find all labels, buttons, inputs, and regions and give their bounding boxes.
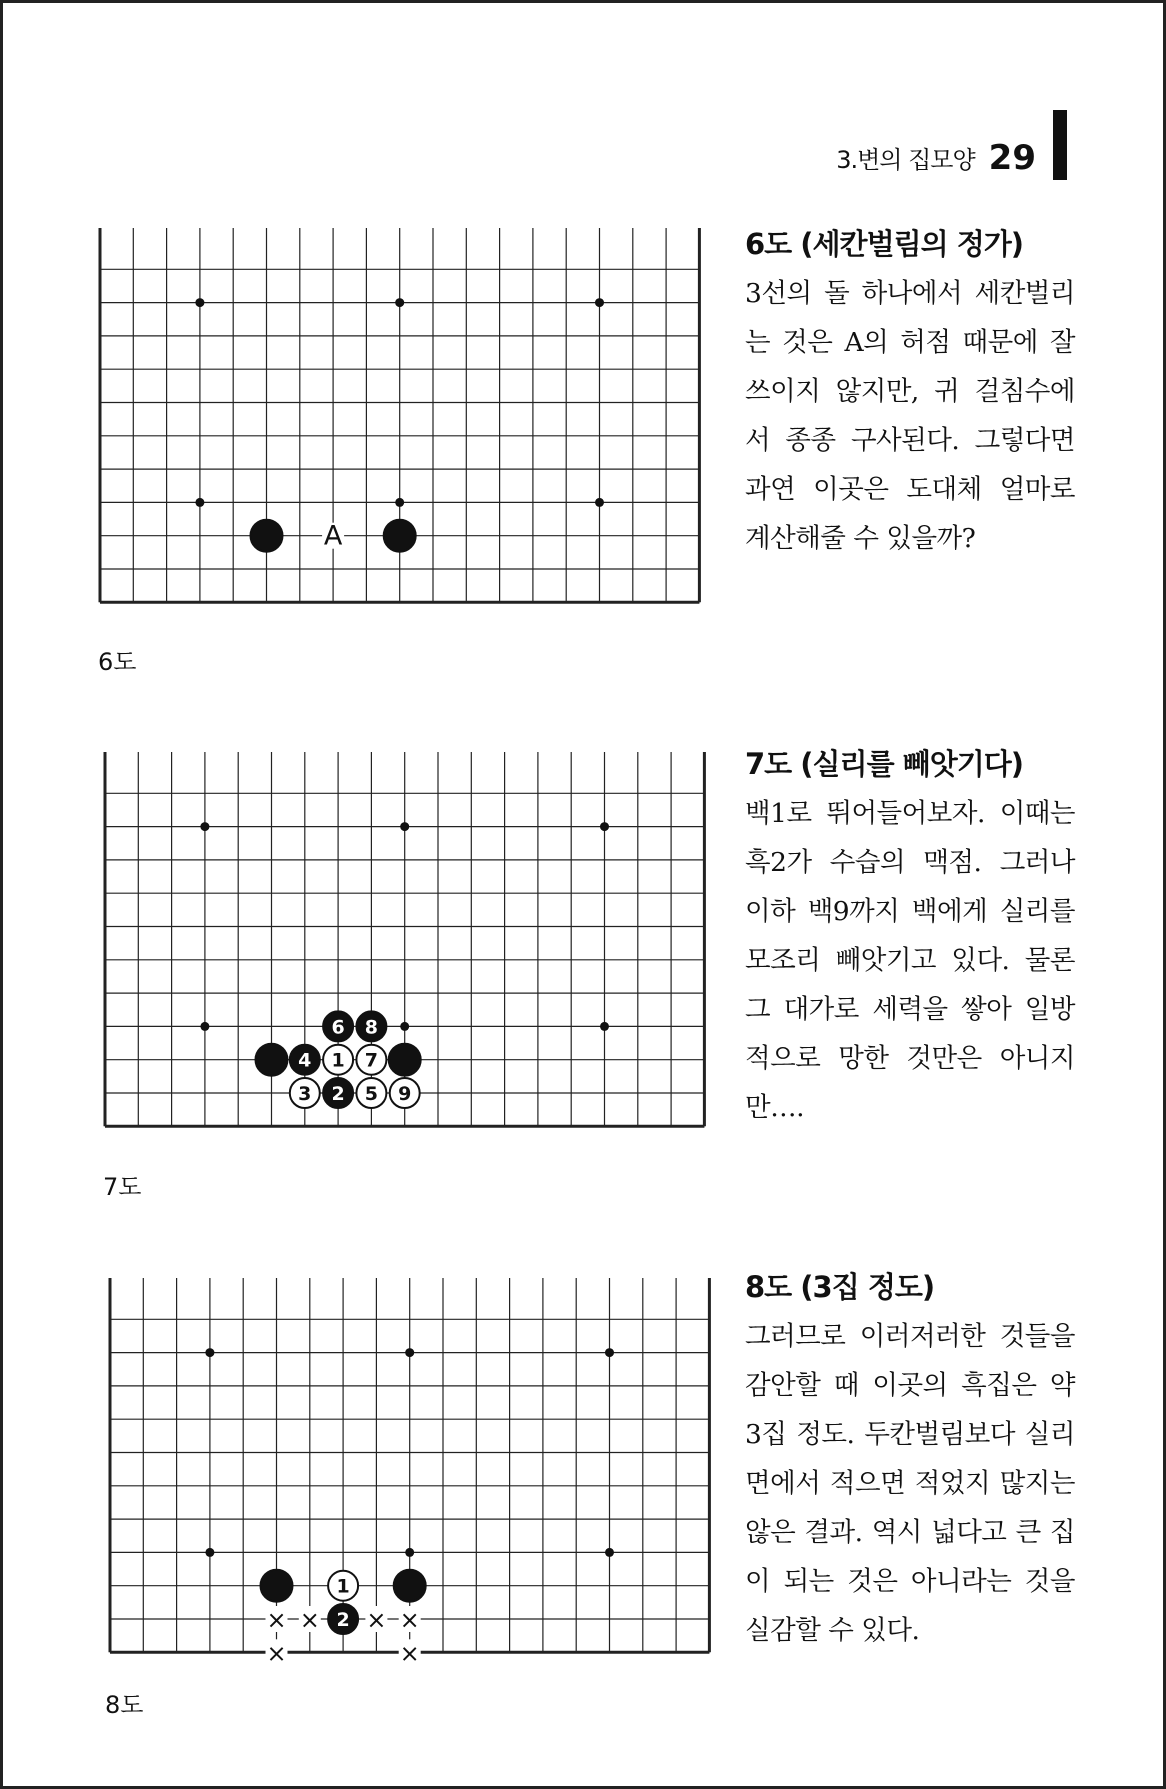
stone-move-number: 1: [331, 1049, 345, 1072]
go-board-diagram: [100, 752, 710, 1134]
star-point: [600, 1022, 609, 1031]
black-stone: [261, 1570, 293, 1602]
go-board-figure-6: [95, 228, 705, 610]
black-stone: [384, 520, 416, 552]
stone-move-number: 2: [336, 1609, 350, 1631]
star-point: [405, 1348, 414, 1357]
star-point: [395, 498, 404, 507]
go-board-figure-8: [105, 1278, 715, 1663]
stone-move-number: 7: [364, 1049, 379, 1072]
star-point: [605, 1548, 614, 1557]
stone-move-number: 3: [298, 1083, 312, 1105]
go-board-diagram: [105, 1278, 715, 1663]
territory-mark: ×: [299, 1606, 320, 1634]
star-point: [595, 498, 604, 507]
star-point: [405, 1548, 414, 1557]
black-stone: [251, 520, 283, 552]
star-point: [600, 822, 609, 831]
star-point: [205, 1548, 214, 1557]
figure-7-heading: 7도 (실리를 빼앗기다): [745, 747, 1023, 781]
star-point: [205, 1348, 214, 1357]
star-point: [195, 298, 204, 307]
figure-7-caption: 7도: [103, 1173, 142, 1201]
star-point: [400, 822, 409, 831]
stone-move-number: 5: [364, 1083, 379, 1105]
star-point: [400, 1022, 409, 1031]
figure-6-body: 3선의 돌 하나에서 세칸벌리는 것은 A의 허점 때문에 잘 쓰이지 않지만, 귀 걸침수에서 종종 구사된다. 그렇다면 과연 이곳은 도대체 얼마로 계산해줄 수 있을까?: [745, 278, 1075, 554]
figure-8-caption: 8도: [105, 1691, 144, 1719]
figure-8-heading: 8도 (3집 정도): [745, 1270, 935, 1304]
page-number: 29: [988, 138, 1036, 178]
star-point: [605, 1348, 614, 1357]
figure-6-text: [745, 222, 1075, 563]
point-a-label: A: [323, 520, 343, 552]
star-point: [395, 298, 404, 307]
black-stone: [389, 1044, 421, 1076]
page-edge-bar: [1053, 110, 1067, 180]
territory-mark: ×: [266, 1639, 287, 1663]
running-title: 3.변의 집모양: [836, 146, 975, 174]
territory-mark: ×: [399, 1606, 420, 1634]
page-header: [836, 138, 1036, 178]
star-point: [595, 298, 604, 307]
star-point: [200, 822, 209, 831]
figure-8-body: 그러므로 이러저러한 것들을 감안할 때 이곳의 흑집은 약 3집 정도. 두칸벌림보다 실리면에서 적으면 적었지 많지는 않은 결과. 역시 넓다고 큰 집이 되는 것은 아니라는 것을 실감할 수 있다.: [745, 1321, 1075, 1646]
go-board-figure-7: [100, 752, 710, 1134]
star-point: [195, 498, 204, 507]
black-stone: [394, 1570, 426, 1602]
star-point: [200, 1022, 209, 1031]
stone-move-number: 1: [336, 1575, 350, 1598]
territory-mark: ×: [366, 1606, 387, 1634]
figure-7-text: [745, 742, 1075, 1132]
figure-6-caption: 6도: [98, 648, 137, 676]
stone-move-number: 4: [298, 1049, 312, 1072]
stone-move-number: 2: [331, 1083, 345, 1105]
stone-move-number: 8: [364, 1016, 379, 1039]
territory-mark: ×: [266, 1606, 287, 1634]
go-board-diagram: [95, 228, 705, 610]
stone-move-number: 9: [398, 1083, 412, 1105]
figure-7-body: 백1로 뛰어들어보자. 이때는 흑2가 수습의 맥점. 그러나 이하 백9까지 백에게 실리를 모조리 빼앗기고 있다. 물론 그 대가로 세력을 쌓아 일방적으로 망한 것만은 아니지만….: [745, 798, 1075, 1123]
figure-8-text: [745, 1265, 1075, 1655]
territory-mark: ×: [399, 1639, 420, 1663]
stone-move-number: 6: [331, 1016, 345, 1039]
figure-6-heading: 6도 (세칸벌림의 정가): [745, 227, 1023, 261]
black-stone: [256, 1044, 288, 1076]
